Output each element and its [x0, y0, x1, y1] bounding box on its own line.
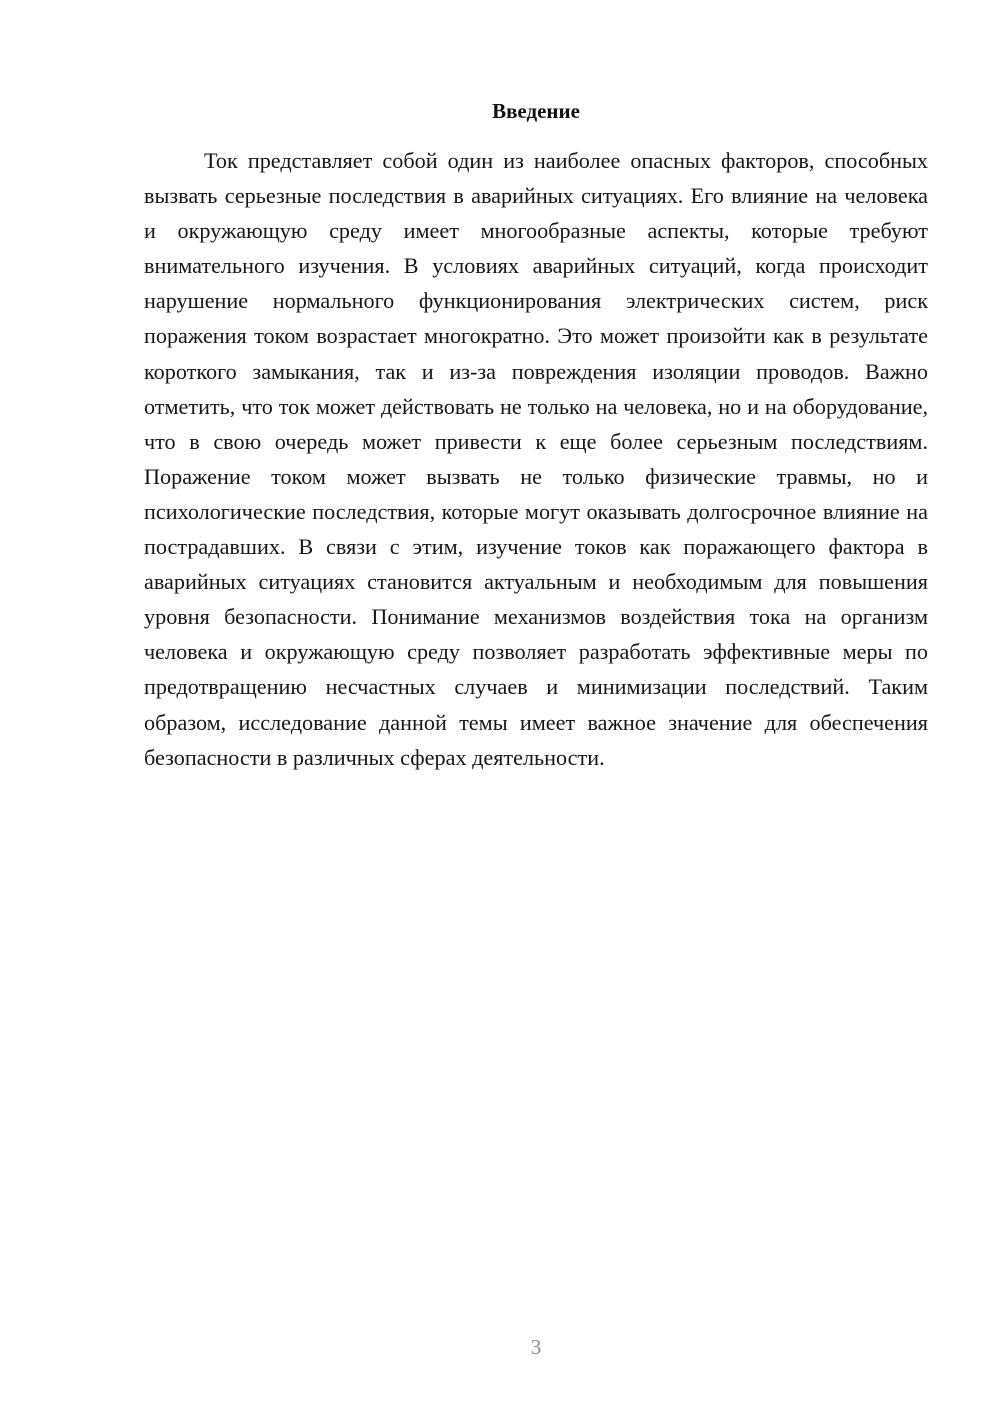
body-paragraph: Ток представляет собой один из наиболее опасных факторов, способных вызвать серьезные последствия в аварийных ситуациях. Его влияние на человека и окружающую среду имеет многообразные аспекты, которые требуют внимательного изучения. В условиях аварийных ситуаций, когда происходит нарушение нормального функционирования электрических систем, риск поражения током возрастает многократно. Это может произойти как в результате короткого замыкания, так и из-за повреждения изоляции проводов. Важно отметить, что ток может действовать не только на человека, но и на оборудование, что в свою очередь может привести к еще более серьезным последствиям. Поражение током может вызвать не только физические травмы, но и психологические последствия, которые могут оказывать долгосрочное влияние на пострадавших. В связи с этим, изучение токов как поражающего фактора в аварийных ситуациях становится актуальным и необходимым для повышения уровня безопасности. Понимание механизмов воздействия тока на организм человека и окружающую среду позволяет разработать эффективные меры по предотвращению несчастных случаев и минимизации последствий. Таким образом, исследование данной темы имеет важное значение для обеспечения безопасности в различных сферах деятельности. — [144, 148, 928, 770]
section-heading: Введение — [492, 99, 580, 123]
page-number: 3 — [530, 1335, 542, 1359]
